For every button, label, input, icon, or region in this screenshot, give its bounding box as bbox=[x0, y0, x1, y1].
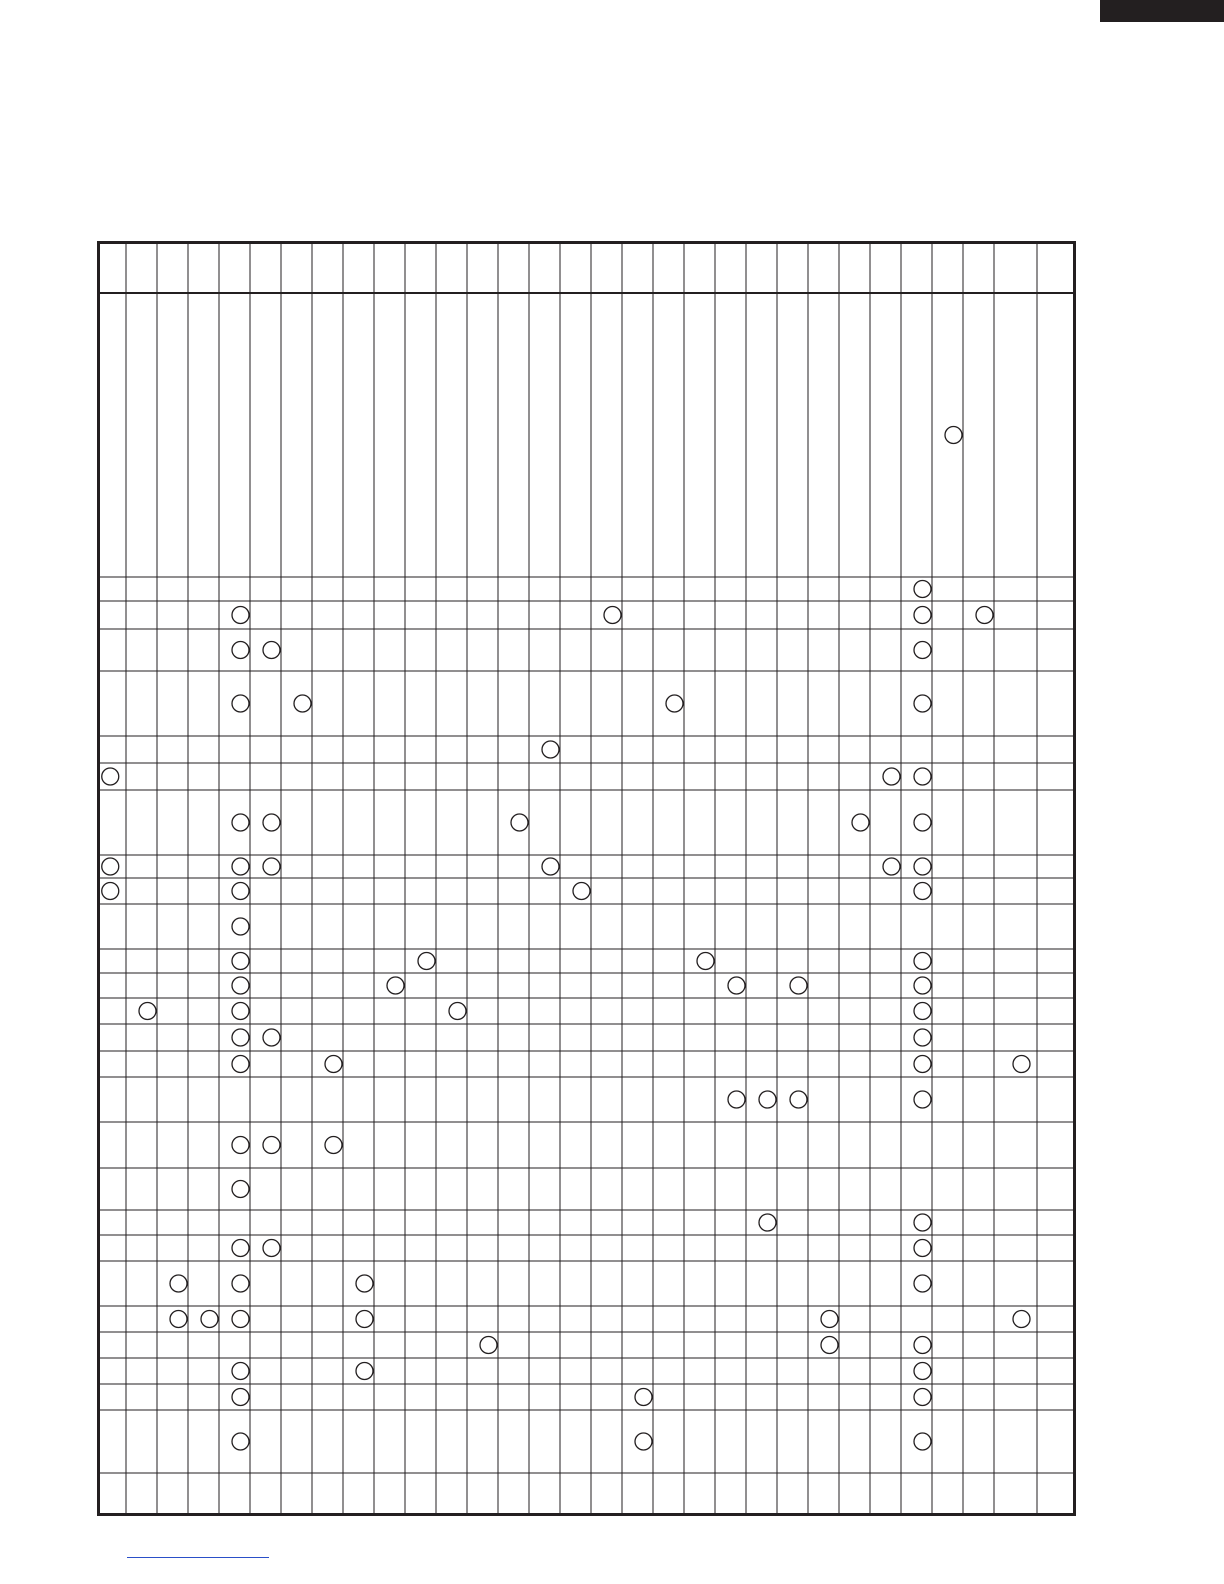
mark-circle bbox=[232, 1137, 249, 1154]
mark-circle bbox=[170, 1275, 187, 1292]
mark-circle bbox=[232, 642, 249, 659]
mark-circle bbox=[232, 1363, 249, 1380]
mark-circle bbox=[263, 1137, 280, 1154]
mark-circle bbox=[604, 607, 621, 624]
mark-circle bbox=[325, 1056, 342, 1073]
mark-circle bbox=[914, 1214, 931, 1231]
mark-circle bbox=[325, 1137, 342, 1154]
mark-circle bbox=[914, 642, 931, 659]
mark-circle bbox=[914, 1003, 931, 1020]
mark-circle bbox=[102, 858, 119, 875]
mark-circle bbox=[635, 1389, 652, 1406]
mark-circle bbox=[728, 977, 745, 994]
mark-circle bbox=[728, 1091, 745, 1108]
mark-circle bbox=[883, 858, 900, 875]
mark-circle bbox=[759, 1091, 776, 1108]
mark-circle bbox=[232, 607, 249, 624]
mark-circle bbox=[914, 607, 931, 624]
mark-circle bbox=[945, 427, 962, 444]
mark-circle bbox=[449, 1003, 466, 1020]
mark-circle bbox=[914, 1363, 931, 1380]
mark-circle bbox=[635, 1433, 652, 1450]
mark-circle bbox=[914, 1433, 931, 1450]
mark-circle bbox=[102, 768, 119, 785]
mark-circle bbox=[790, 977, 807, 994]
link-underline[interactable] bbox=[127, 1557, 269, 1558]
mark-circle bbox=[387, 977, 404, 994]
mark-circle bbox=[170, 1311, 187, 1328]
mark-circle bbox=[232, 1181, 249, 1198]
mark-circle bbox=[914, 581, 931, 598]
mark-circle bbox=[232, 1056, 249, 1073]
mark-circle bbox=[697, 953, 714, 970]
mark-circle bbox=[232, 814, 249, 831]
grid-marks bbox=[102, 427, 1030, 1451]
mark-circle bbox=[914, 1240, 931, 1257]
mark-circle bbox=[232, 953, 249, 970]
mark-circle bbox=[356, 1363, 373, 1380]
mark-circle bbox=[914, 1337, 931, 1354]
mark-circle bbox=[914, 977, 931, 994]
mark-circle bbox=[232, 918, 249, 935]
mark-circle bbox=[232, 977, 249, 994]
mark-circle bbox=[232, 1029, 249, 1046]
mark-circle bbox=[914, 1029, 931, 1046]
mark-circle bbox=[232, 1275, 249, 1292]
mark-circle bbox=[914, 1389, 931, 1406]
mark-circle bbox=[511, 814, 528, 831]
mark-circle bbox=[356, 1311, 373, 1328]
mark-circle bbox=[914, 695, 931, 712]
mark-circle bbox=[263, 858, 280, 875]
mark-circle bbox=[232, 1311, 249, 1328]
mark-circle bbox=[914, 1275, 931, 1292]
mark-circle bbox=[356, 1275, 373, 1292]
mark-circle bbox=[914, 814, 931, 831]
grid-lines bbox=[99, 243, 1075, 1515]
mark-circle bbox=[542, 741, 559, 758]
mark-circle bbox=[914, 883, 931, 900]
mark-circle bbox=[542, 858, 559, 875]
mark-circle bbox=[821, 1337, 838, 1354]
mark-circle bbox=[480, 1337, 497, 1354]
mark-circle bbox=[263, 642, 280, 659]
mark-circle bbox=[102, 883, 119, 900]
mark-circle bbox=[1013, 1311, 1030, 1328]
mark-circle bbox=[821, 1311, 838, 1328]
mark-circle bbox=[139, 1003, 156, 1020]
mark-circle bbox=[914, 1091, 931, 1108]
mark-circle bbox=[976, 607, 993, 624]
mark-circle bbox=[914, 953, 931, 970]
mark-circle bbox=[666, 695, 683, 712]
mark-circle bbox=[232, 695, 249, 712]
mark-circle bbox=[263, 1029, 280, 1046]
mark-circle bbox=[759, 1214, 776, 1231]
mark-circle bbox=[201, 1311, 218, 1328]
mark-circle bbox=[573, 883, 590, 900]
mark-circle bbox=[1013, 1056, 1030, 1073]
mark-circle bbox=[232, 1433, 249, 1450]
mark-circle bbox=[790, 1091, 807, 1108]
mark-circle bbox=[852, 814, 869, 831]
mark-circle bbox=[914, 1056, 931, 1073]
mark-circle bbox=[914, 858, 931, 875]
mark-circle bbox=[883, 768, 900, 785]
mark-circle bbox=[232, 1003, 249, 1020]
mark-circle bbox=[232, 1389, 249, 1406]
mark-circle bbox=[914, 768, 931, 785]
mark-circle bbox=[294, 695, 311, 712]
mark-circle bbox=[232, 1240, 249, 1257]
mark-circle bbox=[263, 814, 280, 831]
mark-circle bbox=[418, 953, 435, 970]
mark-circle bbox=[232, 883, 249, 900]
mark-circle bbox=[232, 858, 249, 875]
mark-circle bbox=[263, 1240, 280, 1257]
